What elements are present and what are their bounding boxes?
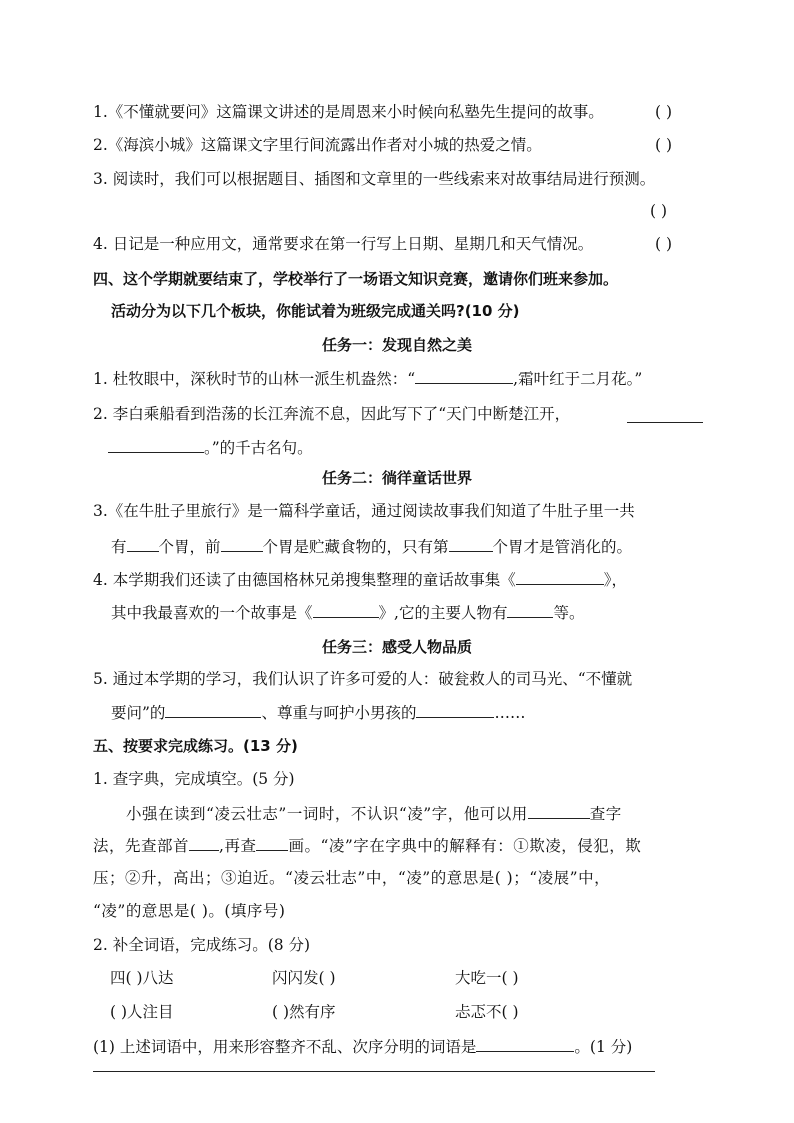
p1-text-2a: 法，先查部首 [93,837,190,855]
section-4-subheading: 活动分为以下几个板块，你能试着为班级完成通关吗?(10 分) [111,302,520,320]
section-5-heading: 五、按要求完成练习。(13 分) [93,737,298,755]
task-1-title: 任务一：发现自然之美 [321,336,472,354]
q3-text-b2: 个胃，前 [158,538,221,556]
q3-text-b3: 个胃是贮藏食物的，只有第 [262,538,449,556]
answer-line[interactable] [93,1071,655,1072]
judge-answer-2[interactable]: ( ) [655,136,673,154]
q5-text-b1: 要问”的 [111,704,166,722]
q4-blank-3[interactable] [507,601,553,618]
p1-text-2b: ,再查 [219,837,257,855]
word-4[interactable]: ( )人注目 [110,1003,174,1021]
q3-blank-1[interactable] [127,535,159,552]
judge-item-1 [93,101,604,123]
word-6[interactable]: 忐忑不( ) [455,1003,519,1021]
q3-text-b1: 有 [111,538,127,556]
q1-text-a: 1. 杜牧眼中，深秋时节的山林一派生机盎然：“ [93,370,416,388]
q4-text-b3: 等。 [553,604,585,622]
q3-text-b4: 个胃才是管消化的。 [492,538,633,556]
q2-blank-line1[interactable] [627,406,703,423]
judge-item-2 [93,134,542,156]
judge-item-3-text: 3. 阅读时，我们可以根据题目、插图和文章里的一些线索来对故事结局进行预测。 [93,170,656,188]
sub-question-1 [93,1035,632,1058]
task1-question-2 [93,403,570,425]
judge-item-1-text: 1.《不懂就要问》这篇课文讲述的是周恩来小时候向私塾先生提问的故事。 [93,103,604,121]
q5-text-a: 5. 通过本学期的学习，我们认识了许多可爱的人：破瓮救人的司马光、“不懂就 [93,670,633,688]
word-5[interactable]: ( )然有序 [272,1003,336,1021]
part-2-title: 2. 补全词语，完成练习。(8 分) [93,936,311,954]
q4-text-b2: 》,它的主要人物有 [378,604,508,622]
method-blank[interactable] [528,802,590,819]
part-1-line-4: “凌”的意思是( )。(填序号) [93,902,286,920]
task-2-title: 任务二：徜徉童话世界 [321,469,472,487]
task-3-title: 任务三：感受人物品质 [321,638,472,656]
task3-question-5 [93,668,632,690]
judge-answer-4[interactable]: ( ) [655,235,673,253]
part-1-line-3: 压；②升，高出；③迫近。“凌云壮志”中，“凌”的意思是( )；“凌展”中， [93,869,611,887]
q4-text-a1: 4. 本学期我们还读了由德国格林兄弟搜集整理的童话故事集《 [93,571,516,589]
word-2[interactable]: 闪闪发( ) [272,969,336,987]
judge-item-2-text: 2.《海滨小城》这篇课文字里行间流露出作者对小城的热爱之情。 [93,136,542,154]
q3-blank-3[interactable] [449,535,493,552]
sub1-blank[interactable] [476,1035,574,1052]
task2-question-4-cont [111,601,584,624]
p1-text-1b: 查字 [589,805,622,823]
radical-blank[interactable] [189,834,219,851]
task2-question-3-cont [111,535,632,558]
part-1-line-2 [93,834,641,857]
q4-blank-1[interactable] [516,568,604,585]
judge-answer-1[interactable]: ( ) [655,103,673,121]
q5-text-b2: 、尊重与呵护小男孩的 [261,704,417,722]
sub1-text-a: (1) 上述词语中，用来形容整齐不乱、次序分明的词语是 [93,1038,477,1056]
part-1-line-1 [126,802,622,825]
q2-blank-line2[interactable] [108,436,204,453]
q4-text-b1: 其中我最喜欢的一个故事是《 [111,604,313,622]
p1-text-2c: 画。“凌”字在字典中的解释有：①欺凌，侵犯，欺 [288,837,642,855]
task3-question-5-cont [111,701,525,724]
judge-item-4-text: 4. 日记是一种应用文，通常要求在第一行写上日期、星期几和天气情况。 [93,235,594,253]
stroke-blank[interactable] [256,834,288,851]
task1-question-1 [93,367,642,390]
q5-blank-2[interactable] [416,701,494,718]
task1-question-2-cont [108,436,313,459]
q3-blank-2[interactable] [221,535,263,552]
q2-text-b: 。”的千古名句。 [204,439,313,457]
q3-text-a: 3.《在牛肚子里旅行》是一篇科学童话，通过阅读故事我们知道了牛肚子里一共 [93,502,635,520]
q4-blank-2[interactable] [313,601,379,618]
q5-text-b3: …… [494,704,526,722]
judge-answer-3[interactable]: ( ) [650,202,668,220]
word-3[interactable]: 大吃一( ) [455,969,519,987]
sub1-text-b: 。(1 分) [574,1038,633,1056]
q2-text-a: 2. 李白乘船看到浩荡的长江奔流不息，因此写下了“天门中断楚江开， [93,405,571,423]
task2-question-4 [93,568,627,591]
q5-blank-1[interactable] [165,701,261,718]
word-1[interactable]: 四( )八达 [110,969,174,987]
judge-item-4 [93,233,593,255]
section-4-heading: 四、这个学期就要结束了，学校举行了一场语文知识竞赛，邀请你们班来参加。 [93,270,619,288]
q1-blank[interactable] [415,367,513,384]
q1-text-b: ,霜叶红于二月花。” [513,370,643,388]
judge-item-3 [93,168,655,190]
q4-text-a2: 》， [603,571,627,589]
p1-text-1a: 小强在读到“凌云壮志”一词时，不认识“凌”字，他可以用 [126,805,528,823]
task2-question-3 [93,500,635,522]
part-1-title: 1. 查字典，完成填空。(5 分) [93,770,295,788]
